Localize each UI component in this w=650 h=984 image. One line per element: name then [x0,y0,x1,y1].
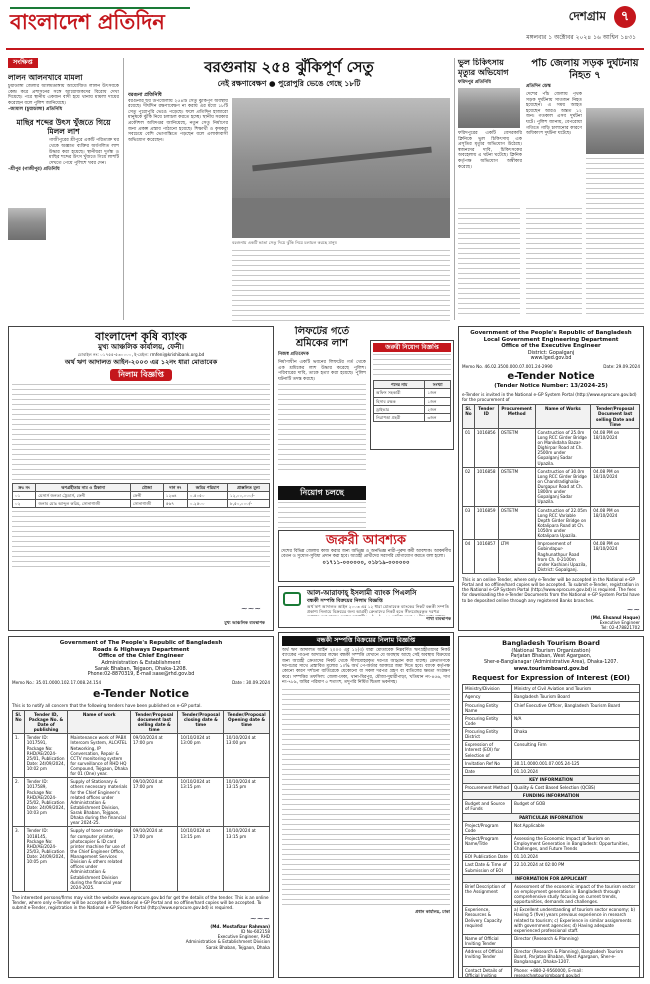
cell: 09/10/2024 at 17:00 pm [131,778,178,827]
islami-bank-name: আল-আরাফাহ্ ইসলামী ব্যাংক পিএলসি [307,589,417,597]
cell: 1016857 [474,540,498,574]
table-row [463,821,640,834]
table-row [463,693,640,701]
table-row [463,834,640,852]
rhd-date: Date : 30.09.2024 [231,680,270,686]
islami-bank-footer: শাখা ব্যবস্থাপক [426,615,451,621]
brief-body: গাজীপুরের শ্রীপুরে একটি পরিত্যক্ত ঘর থেকে অজ্ঞাত ব্যক্তির অর্ধগলিত লাশ উদ্ধার করা হয়েছে। স্থানীয়রা দুর্গন্ধ ও মাছির শব্দের উৎস খুঁজতে গিয়ে লাশটি দেখতে পেয়ে পুলিশে খবর দেন। [49,138,119,166]
rhd-th: Tender/Proposal closing date & time [178,710,224,734]
cell: 10/10/2024 at 13:00 pm [178,734,224,778]
tourism-address2: Sher-e-Banglanagar (Administrative Area), Dhaka-1207. [483,659,619,665]
tourism-title: Request for Expression of Interest (EOI) [472,673,630,682]
jobs-th: পদের নাম [374,381,425,389]
table-row [463,540,640,574]
lged-gov: Government of the People's Republic of Bangladesh [470,330,632,336]
islami-bank-body: অর্থ ঋণ আদালত আইন ২০০৩ এর ১২ ধারা মোতাবেক ব্যাংকের নিকট বন্ধকী সম্পত্তি প্রকাশ্য নিলামে বিক্রয়ের জন্য আগ্রহী ক্রেতাদের নিকট হতে সীলমোহরকৃত দরপত্র [307,603,449,614]
table-row [13,734,270,778]
rhd-title: e-Tender Notice [92,687,190,701]
table-row [13,827,270,892]
lged-footer: This is an online Tender, where only e-Tender will be accepted in the National e-GP Portal and no offline/hard copies will be accepted. To submit e-Tender, registration in the National e-GP System Portal (http://www.eprocure.gov.bd) is required. The fees for downloading the e-Tender Documents from the National e-GP System Portal have to be deposited online through any registered Banks branches. [462,577,640,603]
cell: 2. [13,778,25,827]
hiring-text [278,502,366,528]
rhd-sign-address: Sarak Bhaban, Tejgaon, Dhaka [206,944,270,950]
lged-tender-ad [458,326,644,631]
jobs-table [373,380,451,422]
table-row [463,506,640,540]
lged-date: Date: 29.09.2024 [603,364,640,370]
jobs-th: সংখ্যা [425,381,451,389]
rhd-address: Sarak Bhaban, Tejgaon, Dhaka-1208. [94,666,188,673]
aibl-logo-icon [283,592,301,606]
cell: Improvement of Gobindapur-Raghunathpur Road from Ch. 0-2100m under Kashiani Upazila, District: Gopalganj. [535,540,591,574]
sale-body: অর্থ ঋণ আদালত আইন ২০০৩ এর ১২(৩) ধারা মোতাবেক নিম্নবর্ণিত ঋণগ্রহীতাদের নিকট ব্যাংকের পাওনা আদায়ের লক্ষ্যে বন্ধকী সম্পত্তি যেখানে যে অবস্থায় আছে সেই অবস্থায় বিক্রয়ের জন্য আগ্রহী ক্রেতাদের নিকট থেকে সীলমোহরকৃত দরপত্র আহ্বান করা যাচ্ছে। ক্রেতাগণকে দরপত্রের সাথে প্রস্তাবিত মূল্যের ১০% অর্থ পে-অর্ডার আকারে জমা দিতে হবে। ব্যাংক কর্তৃপক্ষ কোনো কারণ দর্শানো ব্যতিরেকে যেকোনো বা সকল দরপত্র গ্রহণ বা বাতিলের ক্ষমতা সংরক্ষণ করে। সম্পত্তির তফসিল: জেলা-ঢাকা, থানা-মিরপুর, মৌজা-দুয়ারীপাড়া, খতিয়ান নং-৪৫৬, দাগ নং-৭৮৯, জমির পরিমাণ ৫ শতাংশ, তদুপরি নির্মিত দ্বিতল ভবনসহ। [282,647,450,686]
cell: ০.২৫০০ [187,499,227,507]
krishi-office: মুখ্য আঞ্চলিক কার্যালয়, ফেনী। [98,343,184,352]
lead-continuation [232,250,450,322]
cell: 10/10/2024 at 13:15 pm [224,778,270,827]
tourism-address: Parjatan Bhaban, West Agargaon, [510,654,592,660]
table-row [463,467,640,506]
table-row [463,701,640,714]
brief-photo [8,208,46,240]
rhd-intro: This is to notify all concern that the following tenders have been published on e-GP portal. [12,702,202,708]
cell: Contact Details of Official Inviting [463,966,512,978]
table-row [463,800,640,813]
cell: ৫৬৭ [163,499,187,507]
table-row [463,861,640,874]
brief-credit: –জামাল (চুয়াডাঙ্গা) প্রতিনিধি [8,107,63,113]
cell: Address of Official Inviting Tender [463,948,512,966]
rhd-sign-office: Administration & Establishment Division [185,939,270,945]
story4-body: নির্মাণাধীন একটি ভবনের লিফটের গর্ত থেকে এক শ্রমিকের লাশ উদ্ধার করেছে পুলিশ। পরিবারের দাবি, তাকে হত্যা করা হয়েছে। পুলিশ ঘটনাটি তদন্ত করছে। [278,359,366,382]
lead-credit: বরগুনা প্রতিনিধি [128,92,162,99]
jobs-intro [373,354,451,378]
cell: সোনাগাজী [130,499,163,507]
tourism-web: www.tourismboard.gov.bd [513,665,589,672]
story3-credit: প্রতিদিন ডেস্ক [526,84,551,90]
urgent-title: জরুরী আবশ্যক [326,533,406,548]
rhd-sign-name: (Md. Mostafizur Rahman) [210,924,270,930]
cell: হিসাব রক্ষক [374,397,425,405]
story2-photo [458,88,520,128]
property-sale-notice [278,632,454,978]
lged-intro: e-Tender is invited in the National e-GP System Portal (http://www.eprocure.gov.bd) for the procurement of [462,392,637,403]
cell: Name of Official Inviting Tender [463,934,512,947]
cell: Agency [463,693,512,701]
cell: ১জন [425,389,451,397]
table-row [463,874,640,882]
rhd-sign-id: ID No-602158 [240,929,270,935]
story3-headline: পাঁচ জেলায় সড়ক দুর্ঘটনায় নিহত ৭ [531,58,639,82]
story4-headline: লিফটের গর্তে শ্রমিকের লাশ [294,326,350,350]
cell: Quality & Cost Based Selection (QCBS) [512,784,640,792]
cell: 3. [13,827,25,892]
rhd-dept: Roads & Highways Department [92,646,190,653]
cell: 02 [463,467,475,506]
story-medical [454,58,522,320]
table-row [463,882,640,906]
cell: ০২ [13,499,36,507]
table-row [463,728,640,741]
rhd-th: Tender ID, Package No. & Date of publishing [24,710,68,734]
rhd-gov: Government of The People's Republic of Bangladesh [59,640,223,646]
rhd-sign-title: Executive Engineer, RHD [217,934,270,940]
cell: Dhaka [512,728,640,741]
sale-title: বন্ধকী সম্পত্তি বিক্রয়ের নিলাম বিজ্ঞপ্তি [282,636,450,646]
krishi-th: জমির পরিমাণ [187,483,227,491]
cell: a) Excellent understanding of tourism sector economy; b) Having 5 (five) years previous experience in research related to tourism; c) Experience in similar assignments with government agencies; d) Having adequate experienced professional staff. [512,906,640,935]
hiring-banner: নিয়োগ চলছে [278,486,366,500]
page-number: ৭ [614,6,636,28]
lged-th: Procurement Method [498,405,535,429]
cell: ১২৩৪ [163,491,187,499]
cell: নিরাপত্তা প্রহরী [374,413,425,421]
cell: Tender ID: 1017591, Package No: RHD/AE/2024-25/01, Publication Date: 24/09/2024, 10:02 pm [24,734,68,778]
cell: মেসার্স জনতা ট্রেডার্স, ফেনী [36,491,131,499]
cell: Construction of 25.0m Long RCC Girder Bridge on Manikdaha Bazar-Dighirpar Road at Ch. 2500m under Gopalganj Sadar Upazila. [535,428,591,467]
cell: 09/10/2024 at 17:00 pm [131,827,178,892]
table-row [374,389,451,397]
briefs-label: সংক্ষিপ্ত [8,58,38,68]
cell: 04.08 PM on 18/10/2024 [591,428,640,467]
jobs-title: জরুরী নিয়োগ বিজ্ঞপ্তি [373,343,451,352]
cell: INFORMATION FOR APPLICANT [463,874,640,882]
cell: Expression of Interest (EOI) for Selection of [463,741,512,759]
islami-bank-ad [278,586,454,628]
cell: ফেনী [130,491,163,499]
cell: 10/10/2024 at 13:15 pm [178,778,224,827]
rhd-th: Tender/Proposal Opening date & time [224,710,270,734]
krishi-signature-mark: ~~~ [240,604,261,614]
story-lift [278,326,366,484]
cell: Tender ID: 1017589, Package No: RHD/AE/2024-25/02, Publication Date: 24/09/2024, 10:03 pm [24,778,68,827]
lged-memo: Memo No. 46.02.3500.000.07.001.24-2990 [462,364,553,370]
krishi-body-text [12,384,270,480]
lead-story [128,58,450,324]
lged-th: Name of Works [535,405,591,429]
lged-sign-phone: Tel: 02-478821702 [600,625,640,631]
table-row [463,741,640,759]
cell: Brief Description of the Assignment [463,882,512,906]
rhd-signature-mark: ~~~ [249,914,270,924]
cell: Tender ID: 1018145, Package No: RHD/AE/2024-25/03, Publication Date: 24/09/2024, 10:05 pm [24,827,68,892]
cell: ৮,৫০,০০০/- [228,499,270,507]
rhd-th: Name of work [68,710,131,734]
masthead [0,0,650,56]
cell: ড্রাইভার [374,405,425,413]
issue-date: মঙ্গলবার ১ অক্টোবর ২০২৪ ১৬ আশ্বিন ১৪৩১ [526,34,636,41]
table-row [463,906,640,935]
urgent-ad [278,530,454,582]
masthead-rule [6,48,644,50]
cell: ২জন [425,405,451,413]
briefs-column [8,58,124,320]
lged-web: www.lged.gov.bd [530,356,572,362]
cell: Procuring Entity Code [463,714,512,727]
islami-bank-title: বন্ধকী সম্পত্তি বিক্রয়ের নিলাম বিজ্ঞপ্তি [307,597,383,604]
table-row [463,948,640,966]
krishi-th: দাগ নং [163,483,187,491]
story2-headline: ভুল চিকিৎসায় মৃত্যুর অভিযোগ [458,58,509,77]
krishi-contact: মোবাইল নং: ০১৭৫৫-৫৩০০০০, ই-মেইল: rmfeni@krishibank.org.bd [77,351,205,357]
cell: 03 [463,506,475,540]
cell: OSTETM [498,428,535,467]
table-row [374,413,451,421]
cell: OSTETM [498,467,535,506]
krishi-bank-name: বাংলাদেশ কৃষি ব্যাংক [95,330,187,343]
cell: 04.08 PM on 18/10/2024 [591,506,640,540]
cell: Assessment of the economic impact of the tourism sector on employment generation in Bangladesh through comprehensive study focusing on current trends, opportunities, demands and challenges. [512,882,640,906]
table-row [13,778,270,827]
table-row [463,934,640,947]
krishi-th: ক্রঃ নং [13,483,36,491]
krishi-th: মৌজা [130,483,163,491]
cell: Project/Program Name/Title [463,834,512,852]
cell: Experience, Resources & Delivery Capacity required [463,906,512,935]
table-row [463,813,640,821]
table-row [463,784,640,792]
cell: Supply of Stationary & others necessary materials for the Chief Engineer's related offices under Administration & Establishment Division, Sarak Bhaban, Tejgaon, Dhaka during the financial year 2024-25. [68,778,131,827]
urgent-phone: ০১৭১১-০০০০০০, ০১৮১৯-০০০০০০ [322,559,410,566]
cell: FUNDING INFORMATION [463,792,640,800]
lead-body: বরগুনার ছয় উপজেলায় ২৫৪টি সেতু ঝুঁকিপূর্ণ অবস্থায় রয়েছে। দীর্ঘদিন রক্ষণাবেক্ষণ না করায় এর মধ্যে ১৮টি সেতু পুরোপুরি ভেঙে পড়েছে। ফলে প্রতিদিন হাজারো মানুষকে ঝুঁকি নিয়ে চলাচল করতে হচ্ছে। স্থানীয় সরকার প্রকৌশল অধিদপ্তর জানিয়েছে, নতুন সেতু নির্মাণের জন্য প্রকল্প প্রস্তাব পাঠানো হয়েছে। শিক্ষার্থী ও কৃষকরা সবচেয়ে বেশি ভোগান্তিতে পড়ছেন বলে এলাকাবাসী অভিযোগ করেছেন। [128,98,228,143]
story2-credit: ফরিদপুর প্রতিনিধি [458,79,491,85]
cell: 1. [13,734,25,778]
tourism-table [462,684,640,978]
rhd-th: Sl. No [13,710,25,734]
cell: 1016859 [474,506,498,540]
urgent-body: দেশের বিভিন্ন জেলায় কাজ করার জন্য অভিজ্ঞ ও অনভিজ্ঞ নারী-পুরুষ কর্মী আবশ্যক। আকর্ষণীয় বেতন ও সুযোগ-সুবিধা প্রদান করা হবে। আগ্রহী প্রার্থীদের সরাসরি যোগাযোগ করতে বলা হলো। [281,548,451,560]
lead-photo [232,98,450,238]
rhd-footer: The interested persons/firms may visit the website www.eprocure.gov.bd for get the details of the tender. This is an online Tender, where only e-Tender will be accepted in the National e-GP Portal and no offline/hard copies will be accepted. To submit e-Tender, registration in the National e-GP System Portal (http://www.eprocure.gov.bd) is required. [12,894,269,911]
lged-sign-name: (Md. Ehsanul Haque) [590,614,640,620]
lged-district: District: Gopalganj [527,350,575,357]
table-row [463,775,640,783]
story2-body: ফরিদপুরের একটি বেসরকারি ক্লিনিকে ভুল চিকিৎসায় এক প্রসূতির মৃত্যুর অভিযোগ উঠেছে। স্বজনদের দাবি, চিকিৎসকের অবহেলায় এ ঘটনা ঘটেছে। ক্লিনিক কর্তৃপক্ষ অভিযোগ অস্বীকার করেছে। [458,131,522,170]
krishi-title: নিলাম বিজ্ঞপ্তি [110,369,172,381]
cell: Chief Executive Officer, Bangladesh Tourism Board [512,701,640,714]
brief-credit: –শ্রীপুর (গাজীপুর) প্রতিনিধি [8,167,60,173]
cell: ১জন [425,397,451,405]
krishi-signature: মুখ্য আঞ্চলিক ব্যবস্থাপক [224,619,265,625]
story4-continuation [278,384,366,470]
cell: 04.08 PM on 18/10/2024 [591,467,640,506]
rhd-division: Administration & Establishment [101,660,181,667]
cell: ০.৫০৫০ [187,491,227,499]
table-row [463,853,640,861]
story3-body: দেশের পাঁচ জেলায় পৃথক সড়ক দুর্ঘটনায় সাতজন নিহত হয়েছেন। এ সময় আহত হয়েছেন আরও অন্তত ১২ জন। গতকাল এসব দুর্ঘটনা ঘটে। পুলিশ জানায়, বেপরোয়া গতিতে গাড়ি চালানোর কারণে অধিকাংশ দুর্ঘটনা ঘটেছে। [526,91,582,137]
cell: অফিস সহকারী [374,389,425,397]
tourism-eoi-ad [458,636,644,978]
rhd-th: Tender/Proposal document last selling date & time [131,710,178,734]
cell: Director (Research & Planning), Bangladesh Tourism Board, Parjatan Bhaban, West Agargaon, Sher-e-Banglanagar, Dhaka-1207. [512,948,640,966]
jobs-ad [370,340,454,450]
cell: Assessing the Economic Impact of Tourism on Employment Generation in Bangladesh: Opportunities, Challenges, and Future Trends [512,834,640,852]
cell: 10/10/2024 at 13:15 pm [178,827,224,892]
sale-schedule-text [282,689,450,907]
krishi-th: প্রাক্কলিত মূল্য [228,483,270,491]
cell: Invitation Ref No [463,759,512,767]
cell: 22.10.2024 at 02:00 PM [512,861,640,874]
krishi-table [12,483,270,508]
cell: Consulting Firm [512,741,640,759]
table-row [463,966,640,978]
brief-title: মাছির শব্দের উৎস খুঁজতে গিয়ে মিলল লাশ [16,118,111,137]
cell: 30.11.0000.001.07.005.24-125 [512,759,640,767]
rhd-table [12,710,270,892]
cell: 01 [463,428,475,467]
story3-continuation [586,158,644,316]
cell: Not Applicable [512,821,640,834]
lged-th: Tender ID [474,405,498,429]
cell: Procuring Entity Name [463,701,512,714]
cell: Supply of toner cartridge for computer printer, photocopier & ID card printer machine for use of the Chief Engineer Office, Management Services Division & others related offices under Administration & Establishment Division during the financial year 2024-2025. [68,827,131,892]
lged-dept: Local Government Engineering Department [483,336,619,343]
cell: Ministry/Division [463,685,512,693]
cell: 10/10/2024 at 13:00 pm [224,734,270,778]
lead-caption: বরগুনায় একটি ভাঙা সেতু দিয়ে ঝুঁকি নিয়ে চলাচল করছে মানুষ [232,240,337,245]
table-row [463,759,640,767]
newspaper-logo: বাংলাদেশ প্রতিদিন [10,9,165,34]
section-name: দেশগ্রাম [568,9,606,23]
table-row [374,405,451,413]
story3-continuation-left [526,208,582,316]
table-row [374,397,451,405]
rhd-tender-ad [8,636,274,978]
lged-table [462,404,640,574]
rhd-office: Office of the Chief Engineer [98,653,184,660]
cell: 04 [463,540,475,574]
cell: 01.10.2024 [512,767,640,775]
cell: ০১ [13,491,36,499]
lead-headline: বরগুনায় ২৫৪ ঝুঁকিপূর্ণ সেতু [204,58,374,76]
lged-signature-mark: ~~ [626,605,640,615]
story2-continuation [458,208,520,316]
cell: 10/10/2024 at 13:15 pm [224,827,270,892]
krishi-bank-ad [8,326,274,631]
cell: Director (Research & Planning) [512,934,640,947]
lged-sign-title: Executive Engineer [599,619,640,625]
cell: Construction of 22.05m Long RCC Variable Depth Girder Bridge on Kotalipara Road at Ch. 1050m under Kotalipara Upazila. [535,506,591,540]
rhd-contact: Phone:02-8870319, E-mail:sase@rhd.gov.bd [87,672,195,678]
table-row [13,491,270,499]
cell: Ministry of Civil Aviation and Tourism [512,685,640,693]
cell: Bangladesh Tourism Board [512,693,640,701]
cell: Maintenance work of PABX Intercom System, ALCATEL Networking, IP Conversation, Repair & CCTV monitoring system for surveillance of RHD HQ Compound, Tejgaon, Dhaka for 01 (One) year. [68,734,131,778]
table-row [463,428,640,467]
cell: Project/Program Code [463,821,512,834]
cell: N/A [512,714,640,727]
cell: Last Date & Time of Submission of EOI [463,861,512,874]
tourism-org2: (National Tourism Organization) [511,647,591,654]
cell: 1016858 [474,467,498,506]
krishi-act-line: অর্থ ঋণ আদালত আইন-২০০৩ এর ১২নং ধারা মোতাবেক [64,358,218,367]
rhd-memo: Memo No.: 35.01.0000.102.17.008.24.154 [12,680,102,686]
cell: LTM [498,540,535,574]
table-row [463,714,640,727]
table-row [463,685,640,693]
brief-body: চুয়াডাঙ্গা জেলার আলমডাঙ্গায় আয়োজিত লালন উৎসবকে কেন্দ্র করে প্রশাসনের সঙ্গে আয়োজকদের বিরোধ দেখা দিয়েছে। পরে স্থানীয় একজন বাদী হয়ে থানায় মামলা দায়ের করেছেন বলে পুলিশ জানিয়েছে। [8,84,119,106]
krishi-terms [12,511,270,571]
cell: 1016856 [474,428,498,467]
lged-th: Tender/Proposal Document last selling Date and Time [591,405,640,429]
cell: Procuring Entity District [463,728,512,741]
cell: ১২,০০,০০০/- [228,491,270,499]
cell: Procurement Method [463,784,512,792]
table-row [13,499,270,507]
story3-photo [586,108,644,154]
lged-office: Office of the Executive Engineer [501,343,601,350]
lged-title: e-Tender Notice [507,371,595,383]
cell: জনাব মোঃ আব্দুল করিম, সোনাগাজী [36,499,131,507]
lead-subheadline: নেই রক্ষণাবেক্ষণ ● পুরোপুরি ভেঙে গেছে ১৮টি [217,79,361,89]
tourism-org: Bangladesh Tourism Board [502,639,600,647]
brief-title: লালন আলনখাবে মামলা [8,72,83,82]
table-row [463,767,640,775]
cell: PARTICULAR INFORMATION [463,813,640,821]
cell: 01.10.2024 [512,853,640,861]
cell: Construction of 30.0m Long RCC Girder Bridge on Chandradighalia-Durgapur Road at Ch. 1800m under Gopalganj Sadar Upazila. [535,467,591,506]
sale-footer: প্রধান কার্যালয়, ঢাকা [415,908,450,914]
table-row [463,792,640,800]
lged-th: Sl. No [463,405,475,429]
lged-number: (Tender Notice Number: 13/2024-25) [494,383,608,390]
story-accident [526,58,644,320]
cell: EOI Publication Date [463,853,512,861]
cell: KEY INFORMATION [463,775,640,783]
cell: Phone: +880-2-9560000, E-mail: research@tourismboard.gov.bd [512,966,640,978]
cell: Date [463,767,512,775]
cell: 09/10/2024 at 17:00 pm [131,734,178,778]
krishi-th: ঋণগ্রহীতার নাম ও ঠিকানা [36,483,131,491]
cell: OSTETM [498,506,535,540]
cell: Budget of GOB [512,800,640,813]
cell: 04.08 PM on 18/10/2024 [591,540,640,574]
story4-credit: নিজস্ব প্রতিবেদক [278,352,309,358]
cell: ৩জন [425,413,451,421]
cell: Budget and Source of Funds [463,800,512,813]
